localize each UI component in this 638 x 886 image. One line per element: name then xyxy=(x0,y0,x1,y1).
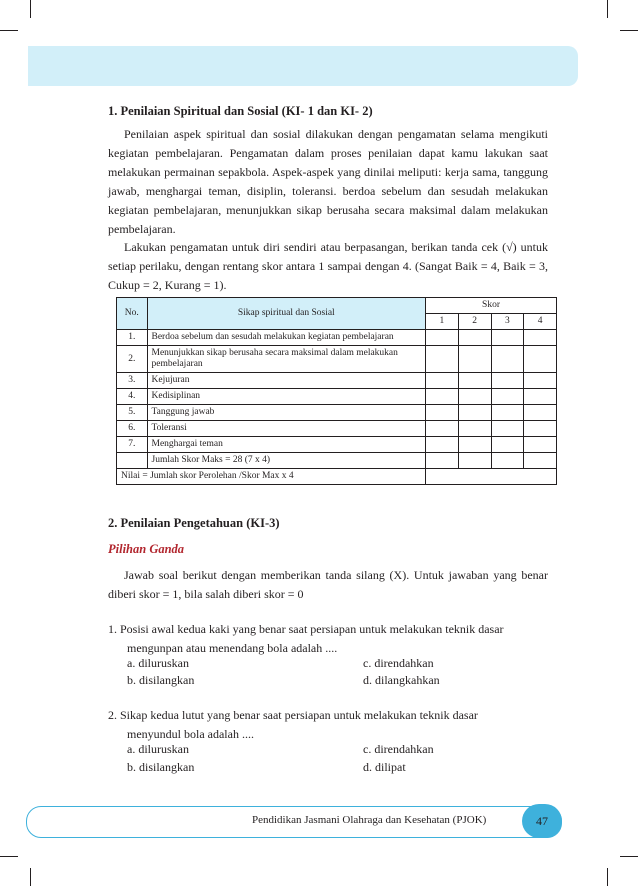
header-skor-1: 1 xyxy=(426,314,459,330)
row-item: Tanggung jawab xyxy=(147,405,426,421)
option-2a[interactable]: a. diluruskan xyxy=(127,742,189,756)
header-skor: Skor xyxy=(426,298,557,314)
score-cell[interactable] xyxy=(426,405,459,421)
score-cell[interactable] xyxy=(426,437,459,453)
score-cell[interactable] xyxy=(524,346,557,373)
score-cell[interactable] xyxy=(458,405,491,421)
subtitle-pilihan-ganda: Pilihan Ganda xyxy=(108,542,185,556)
row-number: 4. xyxy=(117,389,148,405)
score-cell[interactable] xyxy=(426,330,459,346)
score-cell xyxy=(458,453,491,469)
header-no: No. xyxy=(117,298,148,330)
score-cell xyxy=(491,453,524,469)
table-row xyxy=(117,437,557,453)
question-1-line2: mengunpan atau menendang bola adalah .... xyxy=(127,641,338,655)
row-number: 7. xyxy=(117,437,148,453)
score-cell[interactable] xyxy=(491,437,524,453)
score-cell[interactable] xyxy=(458,373,491,389)
table-row xyxy=(117,373,557,389)
table-row xyxy=(117,346,557,373)
question-1 xyxy=(108,620,548,658)
option-1b[interactable]: b. disilangkan xyxy=(127,673,195,687)
score-cell[interactable] xyxy=(524,437,557,453)
score-cell[interactable] xyxy=(491,330,524,346)
crop-mark xyxy=(0,30,18,31)
option-2c[interactable]: c. direndahkan xyxy=(363,742,434,756)
score-cell xyxy=(524,453,557,469)
option-1c[interactable]: c. direndahkan xyxy=(363,656,434,670)
section-title-pengetahuan: 2. Penilaian Pengetahuan (KI-3) xyxy=(108,516,280,530)
row-number: 1. xyxy=(117,330,148,346)
table-row xyxy=(117,389,557,405)
table-row xyxy=(117,405,557,421)
option-2b[interactable]: b. disilangkan xyxy=(127,760,195,774)
row-item: Kedisiplinan xyxy=(147,389,426,405)
row-number: 6. xyxy=(117,421,148,437)
row-number: 3. xyxy=(117,373,148,389)
row-item: Kejujuran xyxy=(147,373,426,389)
page-number: 47 xyxy=(522,804,562,838)
score-cell[interactable] xyxy=(458,389,491,405)
header-banner xyxy=(28,46,578,86)
score-cell[interactable] xyxy=(426,346,459,373)
row-item: Berdoa sebelum dan sesudah melakukan kegiatan pembelajaran xyxy=(147,330,426,346)
table-row-nilai xyxy=(117,469,557,485)
header-skor-4: 4 xyxy=(524,314,557,330)
score-cell[interactable] xyxy=(458,421,491,437)
footer-book-title: Pendidikan Jasmani Olahraga dan Kesehatan (PJOK) xyxy=(252,814,487,826)
score-cell[interactable] xyxy=(524,389,557,405)
crop-mark xyxy=(607,0,608,18)
score-cell[interactable] xyxy=(426,389,459,405)
empty-cell xyxy=(117,453,148,469)
score-cell[interactable] xyxy=(491,405,524,421)
score-cell xyxy=(426,453,459,469)
row-item: Toleransi xyxy=(147,421,426,437)
score-cell[interactable] xyxy=(491,389,524,405)
nilai-formula: Nilai = Jumlah skor Perolehan /Skor Max x 4 xyxy=(117,469,426,485)
score-cell[interactable] xyxy=(458,346,491,373)
section-title-spiritual: 1. Penilaian Spiritual dan Sosial (KI- 1 dan KI- 2) xyxy=(108,104,373,118)
score-cell[interactable] xyxy=(524,373,557,389)
crop-mark xyxy=(607,868,608,886)
header-skor-2: 2 xyxy=(458,314,491,330)
row-item: Menunjukkan sikap berusaha secara maksimal dalam melakukan pembelajaran xyxy=(147,346,426,373)
score-cell[interactable] xyxy=(426,421,459,437)
score-cell[interactable] xyxy=(491,421,524,437)
score-cell[interactable] xyxy=(524,421,557,437)
score-cell[interactable] xyxy=(524,405,557,421)
question-2 xyxy=(108,706,548,744)
table-row xyxy=(117,330,557,346)
paragraph-intro: Penilaian aspek spiritual dan sosial dilakukan dengan pengamatan selama mengikuti kegiatan pembelajaran. Pengamatan dalam proses penilaian dapat kamu lakukan saat melakukan permainan sepakbola. Aspek-aspek yang dinilai meliputi: kerja sama, tanggung jawab, menghargai teman, disiplin, toleransi. berdoa sebelum dan sesudah melakukan kegiatan pembelajaran, menunjukkan sikap berusaha secara maksimal dalam melakukan pembelajaran. xyxy=(108,127,548,236)
score-cell[interactable] xyxy=(458,330,491,346)
question-1-line1: 1. Posisi awal kedua kaki yang benar saat persiapan untuk melakukan teknik dasar xyxy=(108,622,504,636)
table-row xyxy=(117,421,557,437)
crop-mark xyxy=(620,856,638,857)
score-cell[interactable] xyxy=(491,346,524,373)
score-cell[interactable] xyxy=(491,373,524,389)
score-cell[interactable] xyxy=(426,373,459,389)
question-2-line1: 2. Sikap kedua lutut yang benar saat persiapan untuk melakukan teknik dasar xyxy=(108,708,478,722)
row-item: Menghargai teman xyxy=(147,437,426,453)
paragraph-instruction: Lakukan pengamatan untuk diri sendiri atau berpasangan, berikan tanda cek (√) untuk setiap perilaku, dengan rentang skor antara 1 sampai dengan 4. (Sangat Baik = 4, Baik = 3, Cukup = 2, Kurang = 1). xyxy=(108,240,548,292)
nilai-cell[interactable] xyxy=(426,469,557,485)
score-cell[interactable] xyxy=(524,330,557,346)
header-sikap: Sikap spiritual dan Sosial xyxy=(147,298,426,330)
option-2d[interactable]: d. dilipat xyxy=(363,760,406,774)
crop-mark xyxy=(30,868,31,886)
crop-mark xyxy=(0,856,18,857)
total-max-score: Jumlah Skor Maks = 28 (7 x 4) xyxy=(147,453,426,469)
option-1d[interactable]: d. dilangkahkan xyxy=(363,673,440,687)
table-row-total xyxy=(117,453,557,469)
score-cell[interactable] xyxy=(458,437,491,453)
header-skor-3: 3 xyxy=(491,314,524,330)
crop-mark xyxy=(620,30,638,31)
assessment-table xyxy=(116,297,557,485)
row-number: 5. xyxy=(117,405,148,421)
paragraph-quiz-instruction: Jawab soal berikut dengan memberikan tanda silang (X). Untuk jawaban yang benar diberi skor = 1, bila salah diberi skor = 0 xyxy=(108,568,548,601)
crop-mark xyxy=(30,0,31,18)
question-2-line2: menyundul bola adalah .... xyxy=(127,727,254,741)
row-number: 2. xyxy=(117,346,148,373)
option-1a[interactable]: a. diluruskan xyxy=(127,656,189,670)
